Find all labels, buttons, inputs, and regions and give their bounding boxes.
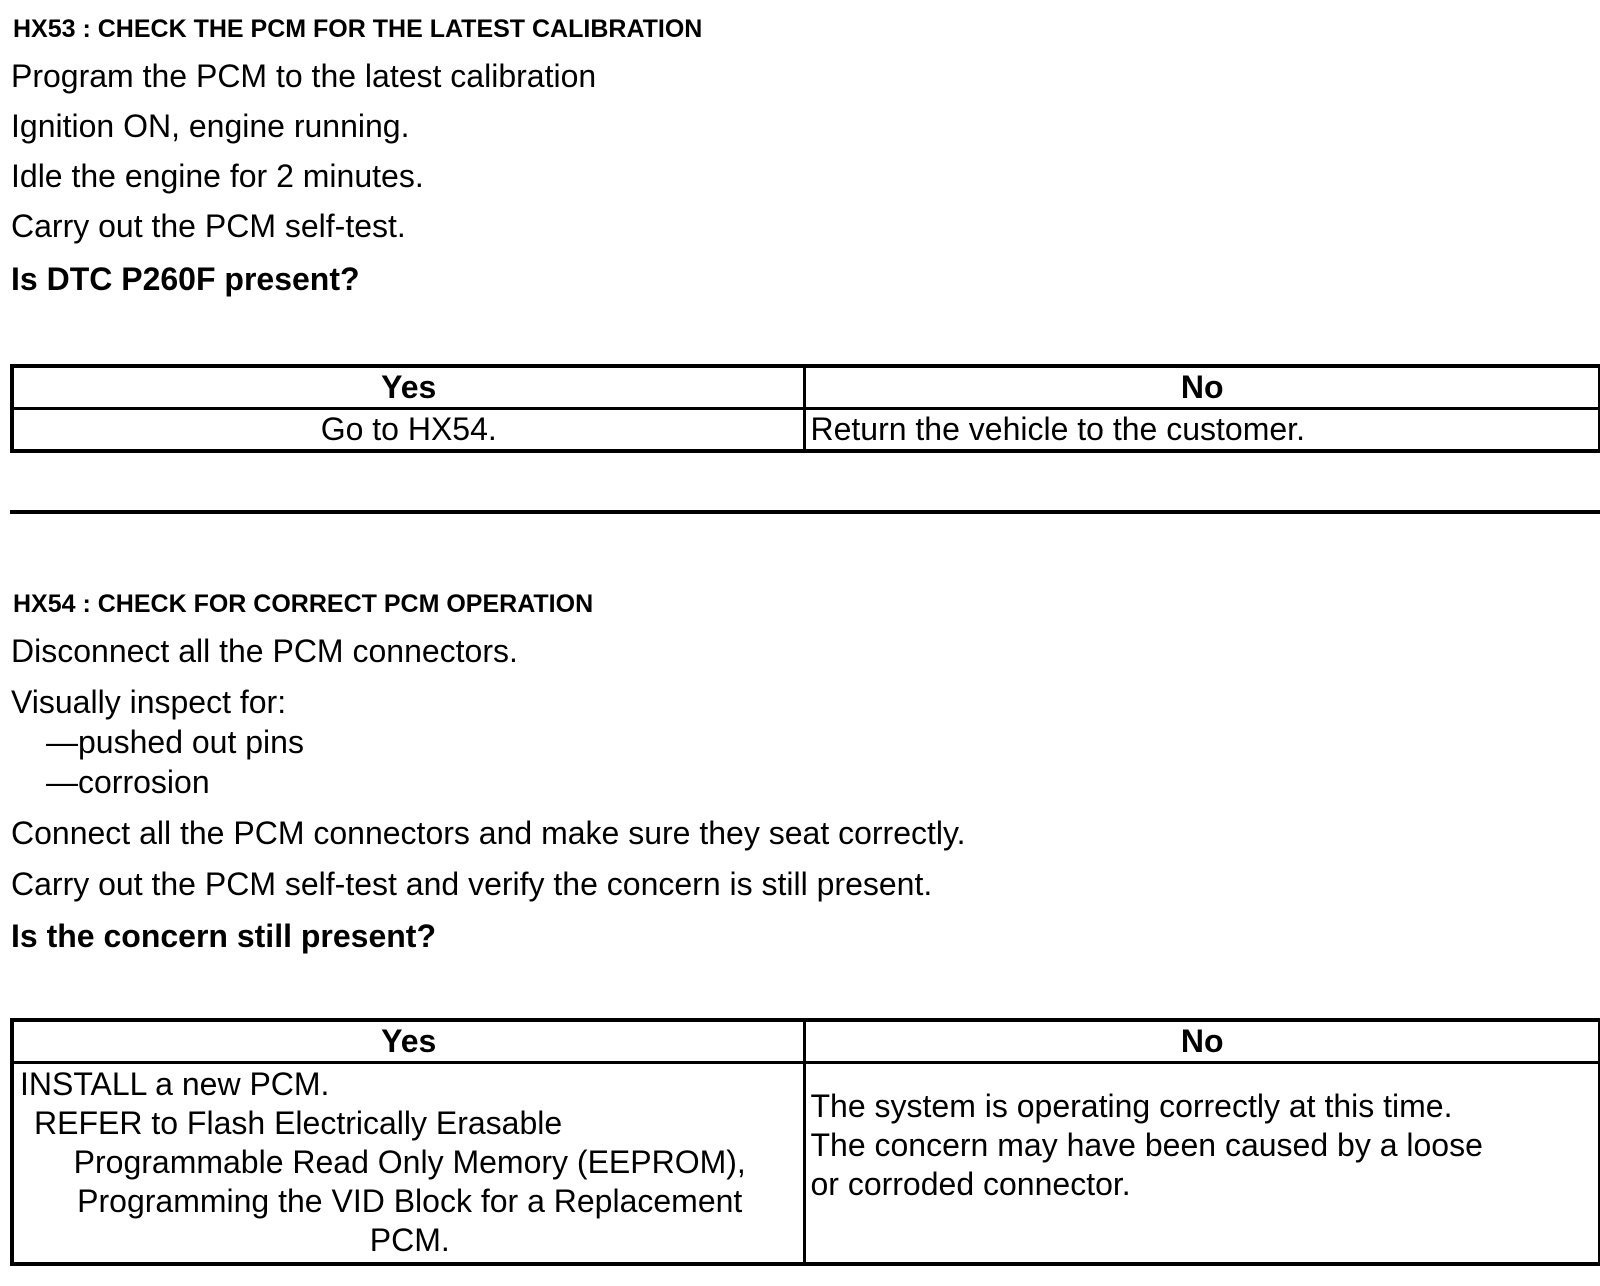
no-line: The system is operating correctly at this time.	[810, 1087, 1453, 1124]
step-text: Idle the engine for 2 minutes.	[11, 158, 424, 194]
yes-header: Yes	[12, 1020, 805, 1063]
yes-line: Programmable Read Only Memory (EEPROM),	[73, 1144, 746, 1180]
table-header-row	[12, 1020, 1600, 1063]
yes-header: Yes	[12, 366, 805, 409]
yes-line: REFER to Flash Electrically Erasable	[34, 1105, 563, 1141]
yes-cell: Go to HX54.	[12, 409, 805, 452]
result-table-hx54	[10, 1018, 1600, 1266]
yes-line: PCM.	[369, 1222, 450, 1258]
table-header-row	[12, 366, 1600, 409]
step-text: Program the PCM to the latest calibration	[11, 58, 597, 94]
no-line: or corroded connector.	[810, 1165, 1131, 1202]
question-text: Is DTC P260F present?	[11, 261, 360, 297]
table-row	[12, 1063, 1600, 1265]
section-heading-hx53: HX53 : CHECK THE PCM FOR THE LATEST CALIBRATION	[13, 15, 703, 43]
yes-line: INSTALL a new PCM.	[20, 1066, 330, 1102]
step-text: Carry out the PCM self-test and verify the concern is still present.	[11, 866, 933, 902]
step-text: Ignition ON, engine running.	[11, 108, 410, 144]
no-header: No	[805, 366, 1600, 409]
bullet-item: —pushed out pins	[46, 724, 304, 760]
no-header: No	[805, 1020, 1600, 1063]
question-text: Is the concern still present?	[11, 918, 436, 954]
bullet-item: —corrosion	[46, 764, 210, 800]
no-line: The concern may have been caused by a loose	[810, 1126, 1483, 1163]
step-text: Carry out the PCM self-test.	[11, 208, 406, 244]
no-cell: Return the vehicle to the customer.	[805, 409, 1600, 452]
result-table-hx53	[10, 364, 1600, 453]
step-text: Connect all the PCM connectors and make sure they seat correctly.	[11, 815, 966, 851]
table-row	[12, 409, 1600, 452]
yes-cell	[12, 1063, 805, 1265]
yes-line: Programming the VID Block for a Replacement	[77, 1183, 743, 1219]
step-text: Disconnect all the PCM connectors.	[11, 633, 518, 669]
section-heading-hx54: HX54 : CHECK FOR CORRECT PCM OPERATION	[13, 590, 594, 618]
step-text: Visually inspect for:	[11, 684, 287, 720]
section-divider	[10, 510, 1600, 514]
no-cell	[805, 1063, 1600, 1265]
